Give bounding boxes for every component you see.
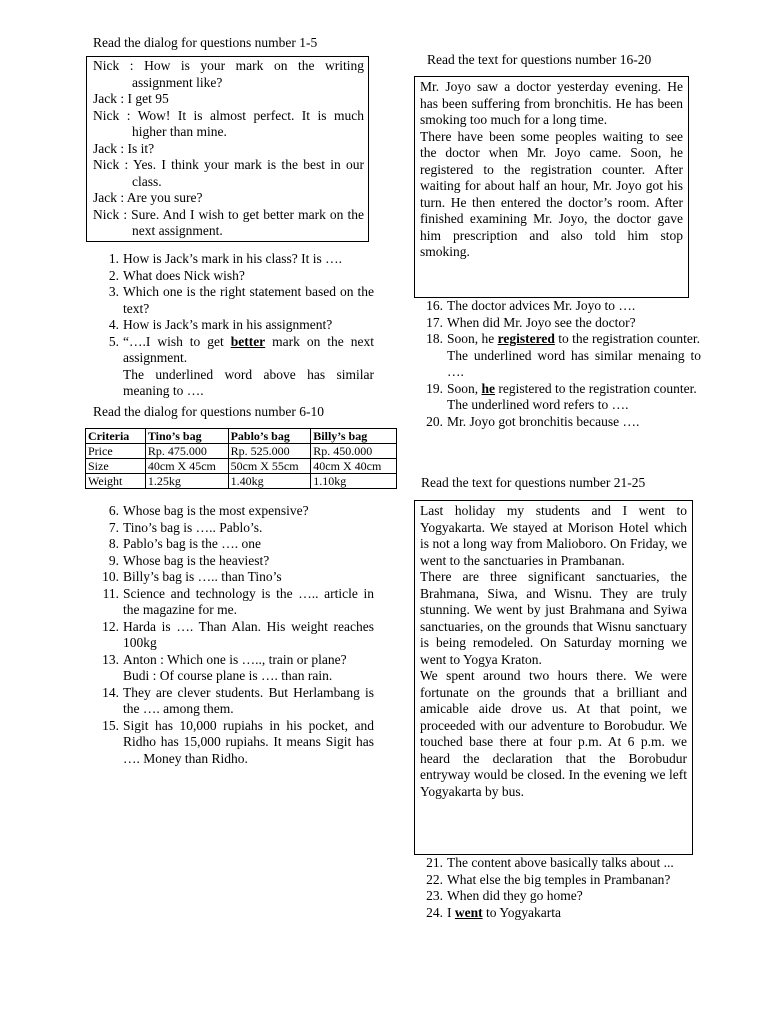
question-number: 17. <box>426 314 443 330</box>
dialog-line: Jack : Is it? <box>93 140 155 156</box>
question-text-pre: “….I wish to get <box>123 333 231 349</box>
question-number: 18. <box>426 331 443 346</box>
heading-dialog-6-10: Read the dialog for questions number 6-10 <box>93 404 324 419</box>
passage-paragraph: We spent around two hours there. We were fortunate on the grounds that a brilliant and amicable aide drove us. At that point, we proceeded with our adventure to Borobudur. We touched base there at four p.m. At 6 p.m. we heard the declaration that the Borobudur entryway would be closed. In the evening we left Yogyakarta by bus. <box>420 668 687 799</box>
question-item <box>93 503 374 520</box>
question-text <box>123 268 245 283</box>
question-text <box>447 381 697 396</box>
question-item <box>93 536 374 553</box>
question-number: 9. <box>108 552 119 568</box>
question-text <box>447 888 583 903</box>
dialog-line: Jack : I get 95 <box>93 91 169 106</box>
questions-16-20 <box>417 298 701 430</box>
passage-holiday <box>420 503 687 800</box>
question-text-post: mark on the next assignment. <box>123 333 374 365</box>
dialog-speaker: Nick <box>93 206 120 222</box>
underlined-word: better <box>230 333 266 349</box>
question-text-post: to Yogyakarta <box>482 904 561 920</box>
dialog-line: Jack : Are you sure? <box>93 190 203 205</box>
question-subline: The underlined word refers to …. <box>447 397 629 412</box>
heading-text-16-20: Read the text for questions number 16-20 <box>427 52 652 67</box>
table-header-cell: Billy’s bag <box>311 429 397 444</box>
question-number: 24. <box>426 904 443 920</box>
question-text <box>123 503 309 518</box>
question-item <box>93 268 374 285</box>
question-number: 23. <box>426 888 443 903</box>
question-text-content: Sigit has 10,000 rupiahs in his pocket, and Ridho has 15,000 rupiahs. It means Sigit has …. Money than Ridho. <box>123 717 374 766</box>
question-text <box>123 586 374 618</box>
question-text <box>447 905 561 920</box>
question-text <box>123 619 374 651</box>
underlined-word: registered <box>497 331 555 346</box>
question-item <box>93 520 374 537</box>
passage-paragraph: There have been some peoples waiting to see the doctor when Mr. Joyo came. Soon, he registered to the registration counter. After waiting for about half an hour, Mr. Joyo got his turn. He then entered the doctor’s room. After finished examining Mr. Joyo, the doctor gave him prescription and also told him stop smoking. <box>420 128 683 259</box>
question-text <box>123 685 374 717</box>
dialog-text: Wow! It is almost perfect. It is much higher than mine. <box>132 107 364 139</box>
text-box-16-20 <box>414 76 689 298</box>
question-text <box>123 718 374 766</box>
dialog-text: Yes. I think your mark is the best in our class. <box>132 157 364 189</box>
question-number: 10. <box>102 569 119 584</box>
question-item <box>417 905 701 922</box>
question-number: 13. <box>102 651 119 667</box>
question-text <box>447 855 674 870</box>
table-header-cell: Criteria <box>86 429 146 444</box>
question-text-pre: Soon, <box>447 380 482 396</box>
question-text-content: The content above basically talks about ... <box>447 855 674 870</box>
dialog-line: Nick : How is your mark on the writing assignment like? <box>93 58 364 90</box>
question-item <box>93 718 374 768</box>
table-cell: 1.10kg <box>311 474 397 489</box>
question-text-content: Pablo’s bag is the …. one <box>123 536 261 551</box>
question-number: 3. <box>108 284 119 299</box>
table-cell: Price <box>86 444 146 459</box>
dialog-text: Is it? <box>127 140 155 156</box>
question-text <box>123 317 332 332</box>
question-text-content: What does Nick wish? <box>123 267 245 283</box>
question-number: 6. <box>108 503 119 518</box>
table-row <box>86 474 397 489</box>
question-number: 8. <box>108 536 119 551</box>
question-item <box>417 888 701 905</box>
table-cell: Rp. 450.000 <box>311 444 397 459</box>
question-number: 4. <box>108 317 119 332</box>
dialog-speaker: Jack <box>93 190 117 205</box>
dialog-speaker: Jack <box>93 140 117 156</box>
table-cell: 1.40kg <box>228 474 311 489</box>
question-text-post: registered to the registration counter. <box>495 380 697 396</box>
question-text <box>123 652 347 667</box>
table-cell: Rp. 475.000 <box>145 444 228 459</box>
question-item <box>93 251 374 268</box>
question-text-content: Whose bag is the most expensive? <box>123 503 309 518</box>
dialog-text: I get 95 <box>127 91 169 106</box>
underlined-word: he <box>481 380 496 396</box>
question-number: 19. <box>426 380 443 396</box>
dialog-line: Nick : Sure. And I wish to get better mark on the next assignment. <box>93 206 364 238</box>
table-header-cell: Tino’s bag <box>145 429 228 444</box>
passage-paragraph: There are three significant sanctuaries, the Brahmana, Siwa, and Wisnu. They are truly stunning. We went by just Brahmana and Syiwa sanctuaries, on the grounds that Wisnu sanctuary is being remodeled. On Saturday morning we went to Yogya Kraton. <box>420 569 687 667</box>
question-item <box>93 685 374 718</box>
table-row <box>86 444 397 459</box>
question-text-content: Whose bag is the heaviest? <box>123 552 270 568</box>
question-text-content: How is Jack’s mark in his class? It is …. <box>123 251 342 266</box>
question-item <box>417 331 701 381</box>
dialog-text: How is your mark on the writing assignment like? <box>132 58 364 90</box>
heading-dialog-1-5: Read the dialog for questions number 1-5 <box>93 35 318 50</box>
dialog-line: Nick : Yes. I think your mark is the best in our class. <box>93 157 364 189</box>
question-text-content: They are clever students. But Herlambang is the …. among them. <box>123 684 374 716</box>
dialog-box <box>86 56 369 242</box>
dialog-speaker: Nick <box>93 157 120 172</box>
table-header-row <box>86 429 397 444</box>
question-item <box>417 855 701 872</box>
question-text <box>123 569 282 584</box>
question-text-content: The doctor advices Mr. Joyo to …. <box>447 298 636 313</box>
dialog-speaker: Nick <box>93 107 120 123</box>
question-number: 22. <box>426 871 443 887</box>
question-item <box>417 298 701 315</box>
question-text-content: Anton : Which one is ….., train or plane? <box>123 651 347 667</box>
table-cell: Rp. 525.000 <box>228 444 311 459</box>
text-box-21-25 <box>414 500 693 855</box>
passage-paragraph: Last holiday my students and I went to Yogyakarta. We stayed at Morison Hotel which is not a long way from Malioboro. On Friday, we went to the sanctuaries in Prambanan. <box>420 503 687 568</box>
question-text-content: Harda is …. Than Alan. His weight reaches 100kg <box>123 618 374 650</box>
question-text-content: Science and technology is the ….. article in the magazine for me. <box>123 585 374 617</box>
question-text-pre: Soon, he <box>447 331 498 346</box>
table-cell: 1.25kg <box>145 474 228 489</box>
question-number: 12. <box>102 618 119 634</box>
question-number: 21. <box>426 855 443 870</box>
table-cell: 50cm X 55cm <box>228 459 311 474</box>
question-number: 7. <box>108 519 119 535</box>
question-number: 2. <box>108 267 119 283</box>
question-subline: The underlined word above has similar meaning to …. <box>123 366 374 398</box>
question-text-pre: I <box>447 904 455 920</box>
question-text <box>123 251 342 266</box>
passage-doctor <box>420 79 683 261</box>
passage-paragraph: Mr. Joyo saw a doctor yesterday evening. He has been suffering from bronchitis. He has been smoking too much for a long time. <box>420 79 683 127</box>
table-row <box>86 459 397 474</box>
heading-text-21-25: Read the text for questions number 21-25 <box>421 475 646 490</box>
question-item <box>93 652 374 685</box>
dialog-speaker: Jack <box>93 91 117 106</box>
question-item <box>93 317 374 334</box>
table-cell: 40cm X 45cm <box>145 459 228 474</box>
question-item <box>417 381 701 414</box>
question-text <box>123 553 269 568</box>
question-text <box>447 872 670 887</box>
question-number: 5. <box>108 333 119 349</box>
question-item <box>93 553 374 570</box>
question-item <box>93 569 374 586</box>
dialog-text: Sure. And I wish to get better mark on the next assignment. <box>131 206 364 238</box>
underlined-word: went <box>454 904 483 920</box>
question-text <box>447 414 639 429</box>
question-item <box>417 872 701 889</box>
question-number: 16. <box>426 298 443 313</box>
question-subline: Budi : Of course plane is …. than rain. <box>123 668 333 683</box>
question-number: 20. <box>426 413 443 429</box>
table-cell: Size <box>86 459 146 474</box>
question-text-content: Mr. Joyo got bronchitis because …. <box>447 413 640 429</box>
questions-21-24 <box>417 855 701 921</box>
question-text-content: Which one is the right statement based on the text? <box>123 284 374 316</box>
question-text-content: When did they go home? <box>447 888 583 903</box>
dialog-line: Nick : Wow! It is almost perfect. It is much higher than mine. <box>93 107 364 139</box>
question-subline: The underlined word has similar menaing to …. <box>447 347 701 379</box>
question-text-content: How is Jack’s mark in his assignment? <box>123 317 333 332</box>
questions-6-15 <box>93 503 374 767</box>
question-number: 15. <box>102 717 119 733</box>
table-header-cell: Pablo’s bag <box>228 429 311 444</box>
question-number: 1. <box>108 251 119 266</box>
table-cell: 40cm X 40cm <box>311 459 397 474</box>
question-item <box>93 284 374 317</box>
question-text-content: What else the big temples in Prambanan? <box>447 871 671 887</box>
dialog-text: Are you sure? <box>126 190 203 205</box>
question-item <box>417 315 701 332</box>
question-text-content: Billy’s bag is ….. than Tino’s <box>123 569 282 584</box>
question-item <box>93 619 374 652</box>
question-item <box>417 414 701 431</box>
questions-1-5 <box>93 251 374 400</box>
bag-comparison-table <box>85 428 397 489</box>
question-text <box>447 315 636 330</box>
table-cell: Weight <box>86 474 146 489</box>
question-text <box>123 520 262 535</box>
question-item <box>93 586 374 619</box>
dialog <box>93 58 364 240</box>
question-text <box>447 298 635 313</box>
question-text <box>123 284 374 316</box>
question-text-content: When did Mr. Joyo see the doctor? <box>447 314 636 330</box>
question-item <box>93 334 374 400</box>
question-text <box>123 536 261 551</box>
question-text <box>447 331 700 346</box>
question-text-content: Tino’s bag is ….. Pablo’s. <box>123 519 263 535</box>
question-text-post: to the registration counter. <box>554 331 700 346</box>
question-number: 14. <box>102 684 119 700</box>
question-number: 11. <box>102 585 119 601</box>
dialog-speaker: Nick <box>93 58 120 73</box>
question-text <box>123 334 374 366</box>
